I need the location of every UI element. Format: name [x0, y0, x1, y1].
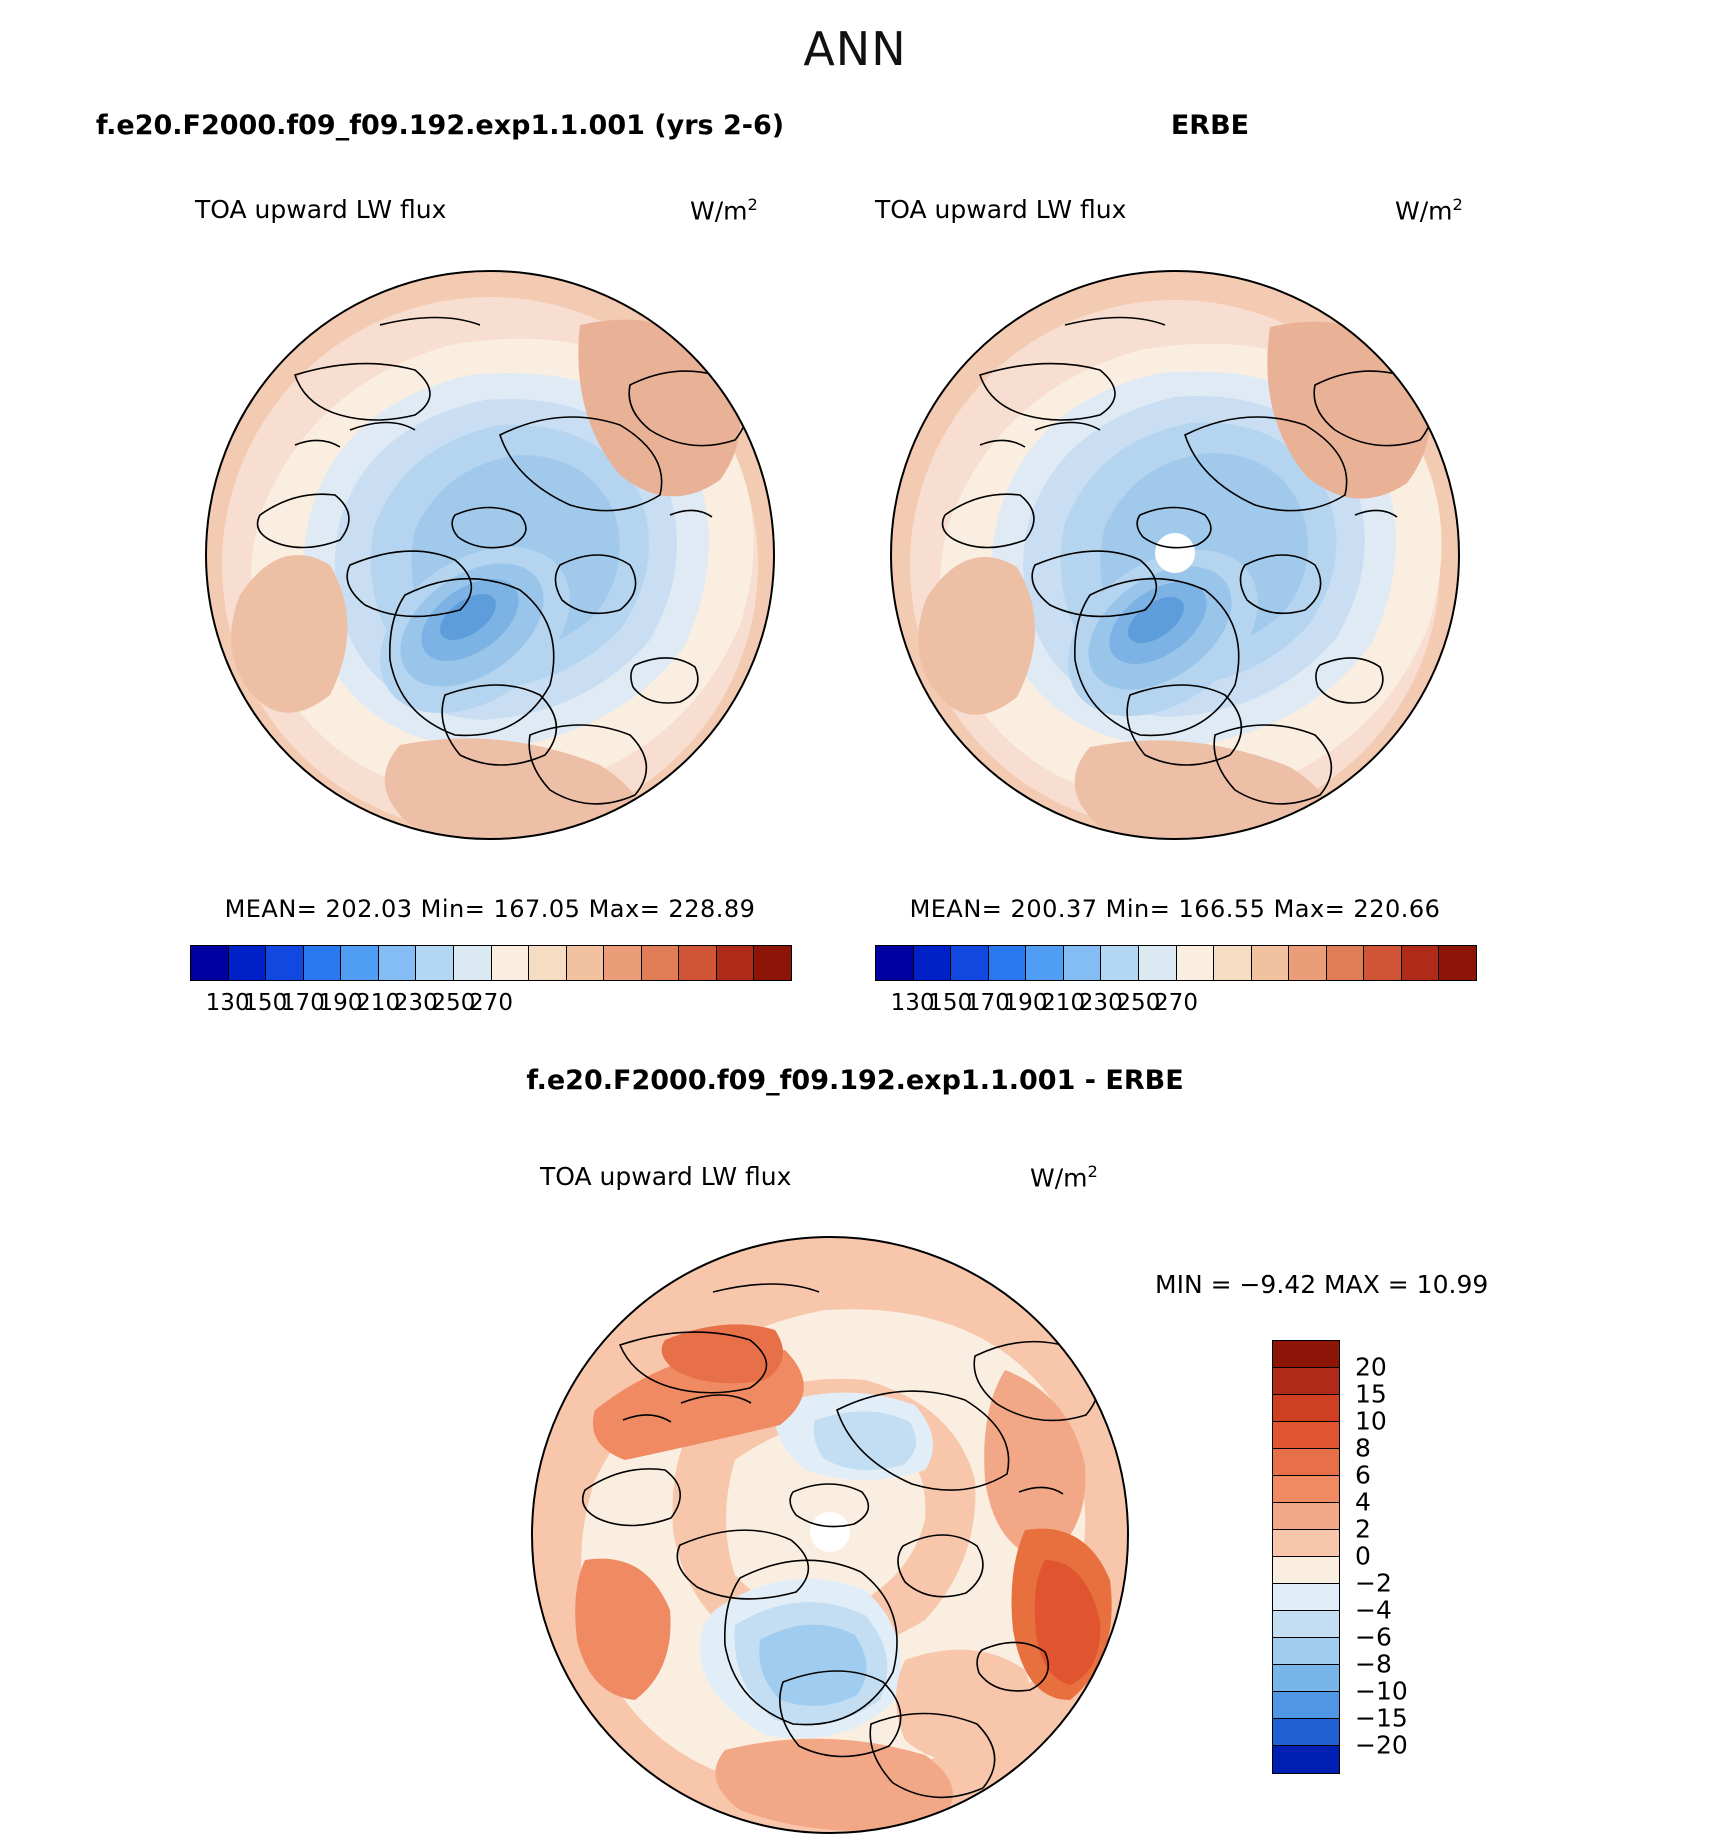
colorbar-swatch [1273, 1746, 1339, 1773]
colorbar-swatch [229, 946, 267, 980]
colorbar-tick-label: 130 [205, 990, 250, 1016]
colorbar-tick-label: −20 [1355, 1730, 1408, 1760]
left-unit-exponent: 2 [747, 195, 758, 214]
colorbar-swatch [492, 946, 530, 980]
diff-unit-exponent: 2 [1087, 1162, 1098, 1181]
left-colorbar [190, 945, 792, 981]
colorbar-swatch [1273, 1638, 1339, 1665]
colorbar-tick-label: 230 [393, 990, 438, 1016]
right-variable-label: TOA upward LW flux [875, 195, 1127, 224]
colorbar-tick-label: 10 [1355, 1406, 1387, 1436]
colorbar-swatch [1273, 1341, 1339, 1368]
colorbar-tick-label: 150 [243, 990, 288, 1016]
colorbar-swatch [1177, 946, 1215, 980]
colorbar-swatch [266, 946, 304, 980]
colorbar-swatch [1273, 1503, 1339, 1530]
main-title: ANN [803, 22, 907, 76]
colorbar-swatch [304, 946, 342, 980]
colorbar-tick-label: 8 [1355, 1433, 1371, 1463]
colorbar-tick-label: 250 [1116, 990, 1161, 1016]
colorbar-tick-label: −8 [1355, 1649, 1392, 1679]
colorbar-swatch [1273, 1719, 1339, 1746]
left-unit-label [690, 195, 758, 225]
colorbar-tick-label: 230 [1078, 990, 1123, 1016]
colorbar-swatch [1273, 1557, 1339, 1584]
diff-colorbar [1272, 1340, 1340, 1774]
colorbar-tick-label: 0 [1355, 1541, 1371, 1571]
colorbar-swatch [1273, 1449, 1339, 1476]
colorbar-swatch [1364, 946, 1402, 980]
colorbar-swatch [642, 946, 680, 980]
right-colorbar-labels [875, 990, 1475, 1024]
colorbar-tick-label: 130 [890, 990, 935, 1016]
left-colorbar-labels [190, 990, 790, 1024]
left-panel-title: f.e20.F2000.f09_f09.192.exp1.1.001 (yrs 2-6) [95, 110, 785, 141]
colorbar-swatch [1252, 946, 1290, 980]
colorbar-swatch [604, 946, 642, 980]
diff-unit-text: W/m [1030, 1163, 1088, 1193]
colorbar-tick-label: 20 [1355, 1352, 1387, 1382]
right-polar-map [885, 265, 1465, 845]
colorbar-swatch [341, 946, 379, 980]
colorbar-tick-label: 4 [1355, 1487, 1371, 1517]
colorbar-tick-label: 2 [1355, 1514, 1371, 1544]
colorbar-tick-label: 15 [1355, 1379, 1387, 1409]
colorbar-tick-label: 250 [431, 990, 476, 1016]
colorbar-swatch [1139, 946, 1177, 980]
colorbar-swatch [1402, 946, 1440, 980]
left-unit-text: W/m [690, 196, 748, 226]
colorbar-tick-label: −10 [1355, 1676, 1408, 1706]
diff-polar-map [525, 1230, 1135, 1840]
colorbar-swatch [1439, 946, 1476, 980]
colorbar-swatch [1273, 1530, 1339, 1557]
colorbar-swatch [1273, 1611, 1339, 1638]
colorbar-swatch [191, 946, 229, 980]
colorbar-swatch [379, 946, 417, 980]
right-unit-text: W/m [1395, 196, 1453, 226]
colorbar-tick-label: 270 [1154, 990, 1198, 1016]
colorbar-tick-label: 170 [280, 990, 325, 1016]
diff-minmax-label: MIN = −9.42 MAX = 10.99 [1155, 1270, 1489, 1299]
colorbar-tick-label: 190 [318, 990, 363, 1016]
colorbar-swatch [679, 946, 717, 980]
colorbar-swatch [529, 946, 567, 980]
colorbar-swatch [754, 946, 791, 980]
left-variable-label: TOA upward LW flux [195, 195, 447, 224]
colorbar-swatch [1273, 1665, 1339, 1692]
colorbar-swatch [717, 946, 755, 980]
colorbar-swatch [1273, 1422, 1339, 1449]
colorbar-swatch [1289, 946, 1327, 980]
colorbar-swatch [1273, 1476, 1339, 1503]
colorbar-swatch [567, 946, 605, 980]
right-colorbar [875, 945, 1477, 981]
diff-panel-title: f.e20.F2000.f09_f09.192.exp1.1.001 - ERBE [526, 1065, 1184, 1096]
colorbar-swatch [1064, 946, 1102, 980]
colorbar-swatch [914, 946, 952, 980]
colorbar-tick-label: −4 [1355, 1595, 1392, 1625]
left-polar-map [200, 265, 780, 845]
diff-variable-label: TOA upward LW flux [540, 1162, 792, 1191]
colorbar-swatch [1026, 946, 1064, 980]
colorbar-tick-label: 6 [1355, 1460, 1371, 1490]
colorbar-swatch [1214, 946, 1252, 980]
colorbar-tick-label: 210 [356, 990, 401, 1016]
colorbar-swatch [951, 946, 989, 980]
colorbar-swatch [1273, 1368, 1339, 1395]
colorbar-tick-label: 150 [928, 990, 973, 1016]
right-unit-exponent: 2 [1452, 195, 1463, 214]
colorbar-tick-label: 190 [1003, 990, 1048, 1016]
colorbar-swatch [454, 946, 492, 980]
right-unit-label [1395, 195, 1463, 225]
colorbar-swatch [1273, 1692, 1339, 1719]
colorbar-tick-label: 170 [965, 990, 1010, 1016]
colorbar-tick-label: −15 [1355, 1703, 1408, 1733]
colorbar-swatch [416, 946, 454, 980]
colorbar-swatch [1273, 1395, 1339, 1422]
colorbar-swatch [876, 946, 914, 980]
colorbar-tick-label: −6 [1355, 1622, 1392, 1652]
colorbar-tick-label: 210 [1041, 990, 1086, 1016]
colorbar-tick-label: 270 [469, 990, 513, 1016]
right-stats: MEAN= 200.37 Min= 166.55 Max= 220.66 [909, 895, 1441, 923]
colorbar-swatch [989, 946, 1027, 980]
colorbar-tick-label: −2 [1355, 1568, 1392, 1598]
colorbar-swatch [1327, 946, 1365, 980]
diff-unit-label [1030, 1162, 1098, 1192]
colorbar-swatch [1273, 1584, 1339, 1611]
colorbar-swatch [1101, 946, 1139, 980]
right-panel-title: ERBE [1170, 110, 1250, 141]
left-stats: MEAN= 202.03 Min= 167.05 Max= 228.89 [224, 895, 756, 923]
